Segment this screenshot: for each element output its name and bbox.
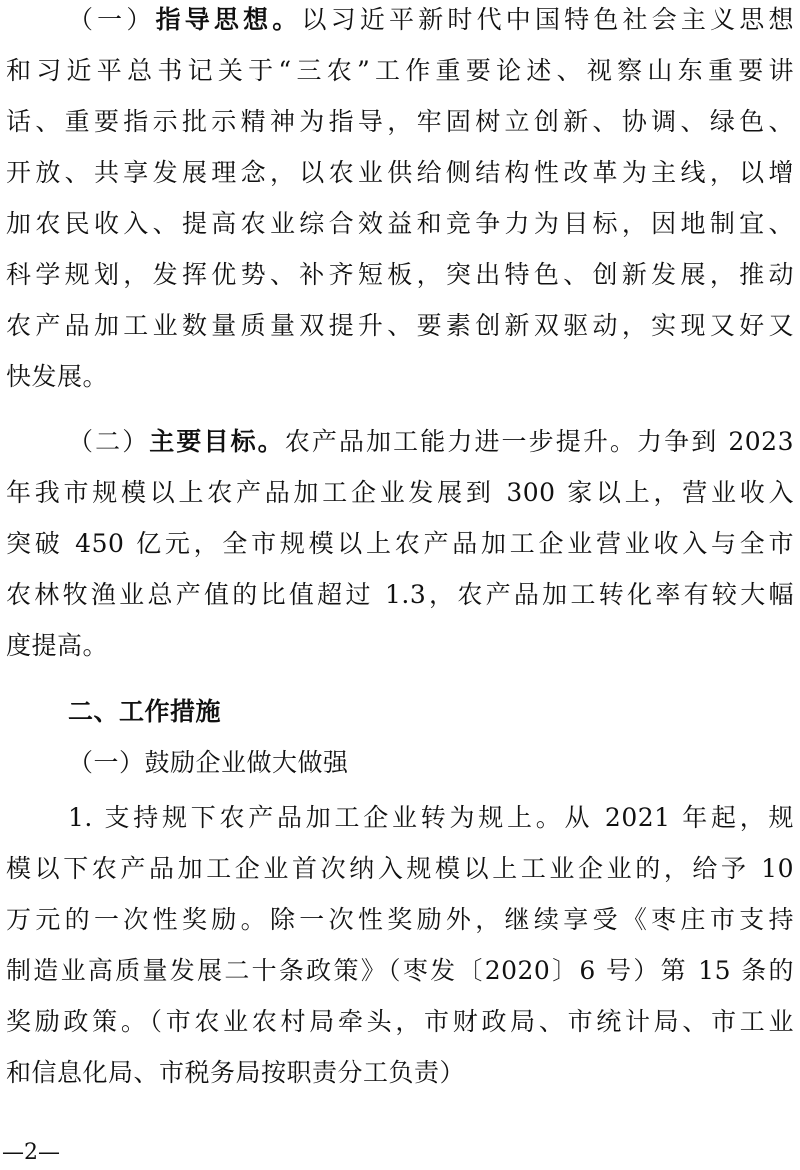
para1-line-4: 开放、共享发展理念，以农业供给侧结构性改革为主线，以增 <box>6 158 794 187</box>
para3-line-2: 模以下农产品加工企业首次纳入规模以上工业企业的，给予 10 <box>6 854 794 883</box>
sub-heading: （一）鼓励企业做大做强 <box>68 748 349 777</box>
para2-line-2: 年我市规模以上农产品加工企业发展到 300 家以上，营业收入 <box>6 478 794 507</box>
para3-line-5: 奖励政策。（市农业农村局牵头，市财政局、市统计局、市工业 <box>6 1007 794 1036</box>
para2-prefix: （二） <box>68 427 150 456</box>
para1-line-6: 科学规划，发挥优势、补齐短板，突出特色、创新发展，推动 <box>6 260 794 289</box>
para3-line-4: 制造业高质量发展二十条政策》（枣发〔2020〕6 号）第 15 条的 <box>6 956 794 985</box>
para1-line-2: 和习近平总书记关于“三农”工作重要论述、视察山东重要讲 <box>6 56 794 85</box>
para1-line-5: 加农民收入、提高农业综合效益和竞争力为目标，因地制宜、 <box>6 209 794 238</box>
para3-line-6: 和信息化局、市税务局按职责分工负责） <box>6 1058 466 1087</box>
para2-line-3: 突破 450 亿元，全市规模以上农产品加工企业营业收入与全市 <box>6 529 794 558</box>
para2-heading: 主要目标。 <box>149 427 285 456</box>
page-number: —2— <box>2 1140 60 1165</box>
para2-line-5: 度提高。 <box>6 631 109 660</box>
section-heading: 二、工作措施 <box>68 697 222 726</box>
para2-line-4: 农林牧渔业总产值的比值超过 1.3，农产品加工转化率有较大幅 <box>6 580 794 609</box>
para1-line-1 <box>68 4 794 36</box>
para1-heading: 指导思想。 <box>155 5 302 34</box>
para3-line-3: 万元的一次性奖励。除一次性奖励外，继续享受《枣庄市支持 <box>6 905 794 934</box>
para1-line-8: 快发展。 <box>6 362 109 391</box>
para1-line-3: 话、重要指示批示精神为指导，牢固树立创新、协调、绿色、 <box>6 107 794 136</box>
para1-prefix: （一） <box>68 5 156 34</box>
para2-line-1 <box>68 426 794 458</box>
para3-line-1: 1. 支持规下农产品加工企业转为规上。从 2021 年起，规 <box>68 803 794 832</box>
para2-text-1: 农产品加工能力进一步提升。力争到 2023 <box>284 427 794 456</box>
para1-text-1: 以习近平新时代中国特色社会主义思想 <box>301 5 794 34</box>
para1-line-7: 农产品加工业数量质量双提升、要素创新双驱动，实现又好又 <box>6 311 794 340</box>
